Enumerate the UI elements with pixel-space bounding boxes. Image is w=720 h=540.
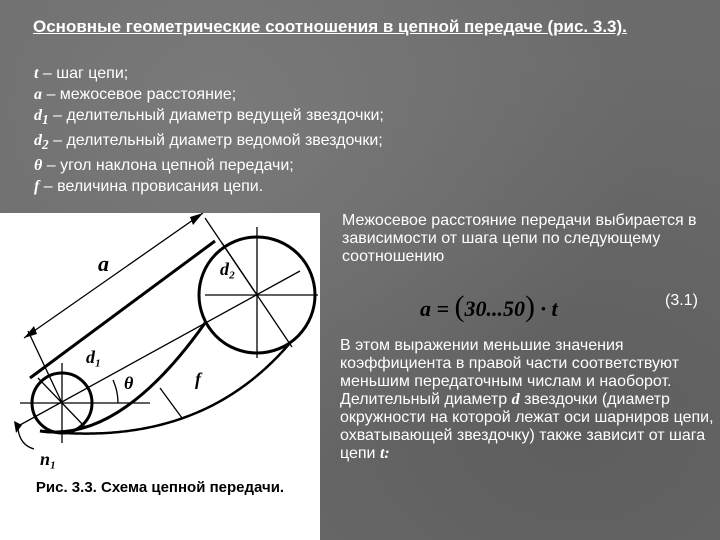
definition-text: – шаг цепи; (42, 65, 129, 82)
paragraph2-part-c: звездочки (диаметр окружности на которой лежат оси шарниров цепи, охватывающей звездочку) также зависит от шага цепи (340, 391, 714, 462)
formula-close-paren: ) (525, 290, 536, 323)
paragraph2-end-symbol: t: (379, 445, 390, 462)
formula-range: 30...50 (464, 296, 526, 321)
label-a: a (98, 251, 109, 276)
definition-text: – угол наклона цепной передачи; (46, 157, 294, 175)
definition-item (34, 130, 384, 155)
label-theta: θ (124, 373, 134, 393)
formula-number: (3.1) (665, 292, 698, 309)
label-n1: n₁ (40, 449, 57, 469)
rotation-arrow (18, 429, 34, 449)
definition-symbol: a (34, 86, 42, 103)
definition-item (34, 105, 384, 130)
definitions-list (34, 63, 384, 197)
formula-lhs: a = (420, 296, 450, 321)
definition-item (34, 84, 384, 105)
definition-text: – делительный диаметр ведомой звездочки; (53, 132, 383, 150)
definition-item (34, 155, 384, 176)
dim-f-line (160, 388, 182, 418)
definition-symbol: t (34, 65, 39, 82)
definition-symbol: d (34, 132, 42, 150)
definition-item (34, 63, 384, 84)
figure-caption: Рис. 3.3. Схема цепной передачи. (35, 479, 285, 496)
upper-chain-branch (30, 241, 215, 378)
definition-item (34, 176, 384, 197)
paragraph-center-distance: Межосевое расстояние передачи выбирается в зависимости от шага цепи по следующему соотношению (342, 212, 697, 265)
formula-rhs: · t (540, 296, 558, 321)
definition-text: – величина провисания цепи. (43, 178, 264, 196)
formula-3-1 (420, 290, 558, 324)
slide-title: Основные геометрические соотношения в цепной передаче (рис. 3.3). (33, 17, 627, 36)
formula-open-paren: ( (454, 290, 465, 323)
definition-subscript: 2 (42, 137, 49, 153)
dim-a-line (24, 213, 203, 338)
definition-symbol: θ (34, 157, 43, 175)
definition-subscript: 1 (42, 112, 49, 128)
paragraph2-symbol: d (511, 391, 520, 408)
definition-text: – межосевое расстояние; (46, 86, 237, 103)
definition-symbol: f (34, 178, 40, 196)
definition-symbol: d (34, 107, 42, 124)
paragraph-pitch-diameter (340, 337, 715, 463)
paragraph2-part-a: В этом выражении меньшие значения коэффициента в правой части соответствуют меньшим передаточным числам и наоборот. (340, 337, 680, 390)
label-f: f (195, 369, 201, 389)
arrowhead-a-right (190, 213, 203, 225)
label-d1: d₁ (86, 347, 102, 367)
definition-text: – делительный диаметр ведущей звездочки; (53, 107, 384, 124)
label-d2: d₂ (220, 259, 236, 279)
theta-arc (113, 380, 118, 403)
paragraph2-part-b: Делительный диаметр (340, 391, 508, 408)
